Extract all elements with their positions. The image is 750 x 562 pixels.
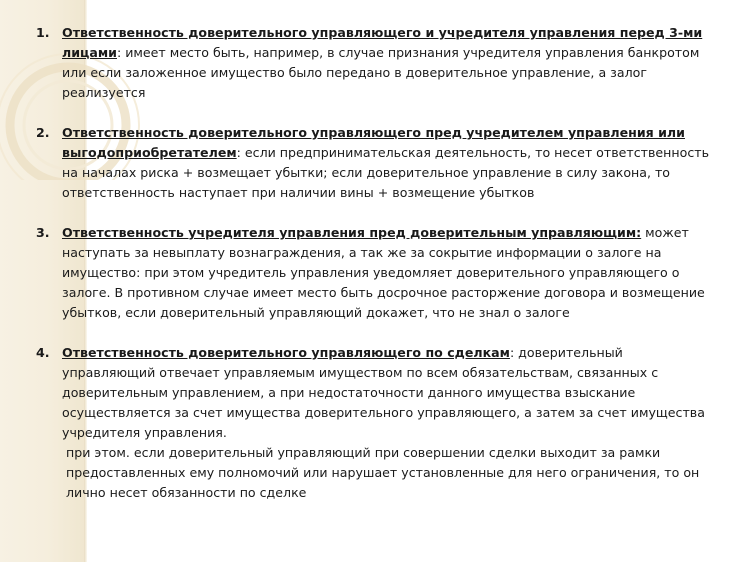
item-heading: Ответственность учредителя управления пред доверительным управляющим: [62,225,642,240]
item-text: : доверительный управляющий отвечает управляемым имуществом по всем обязательствам, связанных с доверительным управлением, а при недостаточности данного имущества взыскание осуществляется за счет имущества доверительного управляющего, а затем за счет имущества учредителя управления. [62,345,705,440]
item-number: 2. [36,125,50,140]
item-heading: Ответственность доверительного управляющего пред учредителем управления или выгодоприобретателем [62,125,685,160]
item-heading: Ответственность доверительного управляющего и учредителя управления перед 3-ми лицами [62,25,703,60]
item-text: может наступать за невыплату вознаграждения, а так же за сокрытие информации о залоге на имущество: при этом учредитель управления уведомляет доверительного управляющего о залоге. В противном случае имеет место быть досрочное расторжение договора и возмещение убытков, если доверительный управляющий докажет, что не знал о залоге [62,225,705,320]
item-heading: Ответственность доверительного управляющего по сделкам [62,345,510,360]
list-item [36,23,716,103]
slide-content [36,23,716,523]
item-text: : имеет место быть, например, в случае признания учредителя управления банкротом или если заложенное имущество было передано в доверительное управление, а залог реализуется [62,45,700,100]
item-number: 4. [36,345,50,360]
item-text: : если предпринимательская деятельность, то несет ответственность на началах риска + возмещает убытки; если доверительное управление в силу закона, то ответственность наступает при наличии вины + возмещение убытков [62,145,710,200]
list-item [36,223,716,323]
item-number: 1. [36,25,50,40]
item-extra-text: при этом. если доверительный управляющий при совершении сделки выходит за рамки предоставленных ему полномочий или нарушает установленные для него ограничения, то он лично несет обязанности по сделке [66,445,700,500]
list-item [36,343,716,503]
list-item [36,123,716,203]
item-number: 3. [36,225,50,240]
